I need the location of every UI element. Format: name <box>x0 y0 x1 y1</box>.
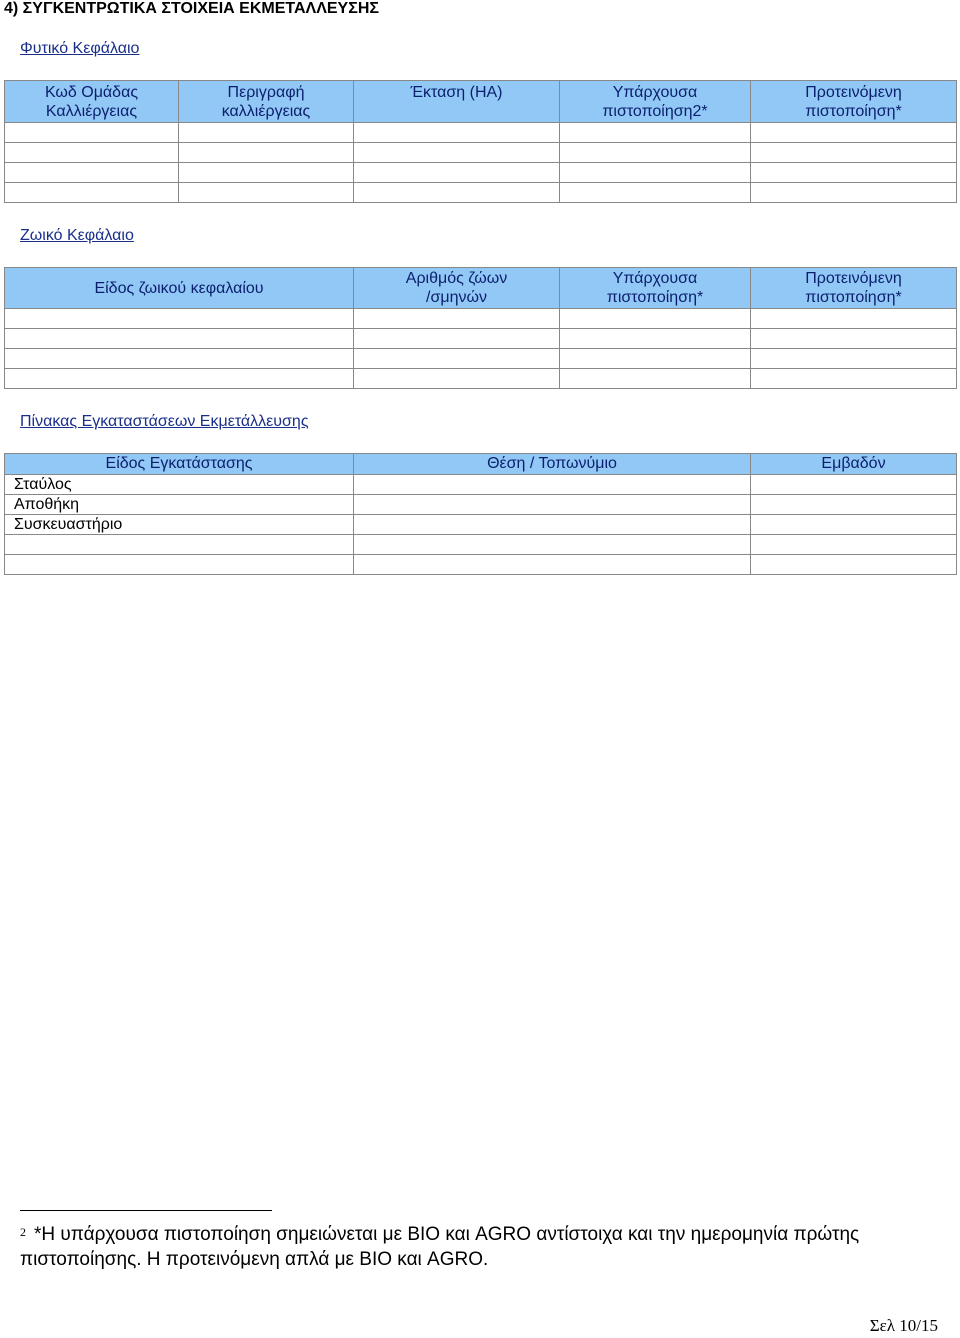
cell[interactable] <box>751 309 957 329</box>
plant-header-group-code: Κωδ Ομάδας Καλλιέργειας <box>5 81 179 123</box>
section-heading: 4) ΣΥΓΚΕΝΤΡΩΤΙΚΑ ΣΤΟΙΧΕΙΑ ΕΚΜΕΤΑΛΛΕΥΣΗΣ <box>4 0 379 17</box>
facilities-header-type: Είδος Εγκατάστασης <box>5 454 354 475</box>
table-row <box>5 143 957 163</box>
cell[interactable] <box>751 495 957 515</box>
cell[interactable] <box>560 163 751 183</box>
cell[interactable] <box>354 143 560 163</box>
table-row <box>5 555 957 575</box>
cell[interactable] <box>751 123 957 143</box>
cell[interactable] <box>354 163 560 183</box>
cell[interactable] <box>751 515 957 535</box>
cell[interactable] <box>5 309 354 329</box>
plant-capital-title: Φυτικό Κεφάλαιο <box>20 40 140 57</box>
facility-name: Σταύλος <box>5 475 354 495</box>
cell[interactable] <box>5 143 179 163</box>
cell[interactable] <box>354 329 560 349</box>
animal-capital-table <box>4 267 957 389</box>
cell[interactable] <box>751 535 957 555</box>
table-row <box>5 183 957 203</box>
cell[interactable] <box>5 123 179 143</box>
cell[interactable] <box>354 495 751 515</box>
table-row <box>5 475 957 495</box>
cell[interactable] <box>560 143 751 163</box>
facility-name[interactable] <box>5 555 354 575</box>
facilities-header-area: Εμβαδόν <box>751 454 957 475</box>
animal-capital-title: Ζωικό Κεφάλαιο <box>20 227 134 244</box>
cell[interactable] <box>751 143 957 163</box>
cell[interactable] <box>751 183 957 203</box>
cell[interactable] <box>179 183 354 203</box>
facilities-header-location: Θέση / Τοπωνύμιο <box>354 454 751 475</box>
facility-name: Αποθήκη <box>5 495 354 515</box>
facility-name[interactable] <box>5 535 354 555</box>
cell[interactable] <box>5 329 354 349</box>
table-row <box>5 369 957 389</box>
table-row <box>5 329 957 349</box>
cell[interactable] <box>354 475 751 495</box>
cell[interactable] <box>751 475 957 495</box>
cell[interactable] <box>560 123 751 143</box>
table-row <box>5 495 957 515</box>
cell[interactable] <box>751 349 957 369</box>
cell[interactable] <box>354 555 751 575</box>
cell[interactable] <box>179 143 354 163</box>
cell[interactable] <box>5 369 354 389</box>
cell[interactable] <box>560 329 751 349</box>
cell[interactable] <box>751 369 957 389</box>
cell[interactable] <box>354 535 751 555</box>
cell[interactable] <box>5 349 354 369</box>
table-row <box>5 535 957 555</box>
page-number: Σελ 10/15 <box>869 1316 938 1335</box>
cell[interactable] <box>354 183 560 203</box>
cell[interactable] <box>560 183 751 203</box>
table-row <box>5 515 957 535</box>
plant-header-proposed-cert: Προτεινόμενη πιστοποίηση* <box>751 81 957 123</box>
cell[interactable] <box>751 555 957 575</box>
plant-header-description: Περιγραφή καλλιέργειας <box>179 81 354 123</box>
cell[interactable] <box>5 163 179 183</box>
cell[interactable] <box>751 329 957 349</box>
table-row <box>5 349 957 369</box>
footnote-text: *Η υπάρχουσα πιστοποίηση σημειώνεται με BIO και AGRO αντίστοιχα και την ημερομηνία πρώτης πιστοποίησης. Η προτεινόμενη απλά με BIO και AGRO. <box>20 1224 860 1270</box>
facility-name: Συσκευαστήριο <box>5 515 354 535</box>
facilities-title: Πίνακας Εγκαταστάσεων Εκμετάλλευσης <box>20 413 309 430</box>
plant-header-existing-cert: Υπάρχουσα πιστοποίηση2* <box>560 81 751 123</box>
footnote <box>20 1222 920 1272</box>
plant-capital-table <box>4 80 957 203</box>
table-row <box>5 123 957 143</box>
cell[interactable] <box>354 369 560 389</box>
cell[interactable] <box>354 349 560 369</box>
table-row <box>5 309 957 329</box>
cell[interactable] <box>179 123 354 143</box>
animal-header-proposed-cert: Προτεινόμενη πιστοποίηση* <box>751 268 957 309</box>
cell[interactable] <box>560 309 751 329</box>
animal-header-type: Είδος ζωικού κεφαλαίου <box>5 268 354 309</box>
plant-header-area: Έκταση (ΗΑ) <box>354 81 560 123</box>
cell[interactable] <box>179 163 354 183</box>
cell[interactable] <box>751 163 957 183</box>
table-row <box>5 163 957 183</box>
animal-header-existing-cert: Υπάρχουσα πιστοποίηση* <box>560 268 751 309</box>
cell[interactable] <box>560 349 751 369</box>
cell[interactable] <box>560 369 751 389</box>
facilities-table <box>4 453 957 575</box>
animal-header-count: Αριθμός ζώων /σμηνών <box>354 268 560 309</box>
cell[interactable] <box>354 123 560 143</box>
footnote-separator <box>20 1210 272 1211</box>
cell[interactable] <box>5 183 179 203</box>
footnote-marker: 2 <box>20 1225 26 1239</box>
cell[interactable] <box>354 309 560 329</box>
cell[interactable] <box>354 515 751 535</box>
